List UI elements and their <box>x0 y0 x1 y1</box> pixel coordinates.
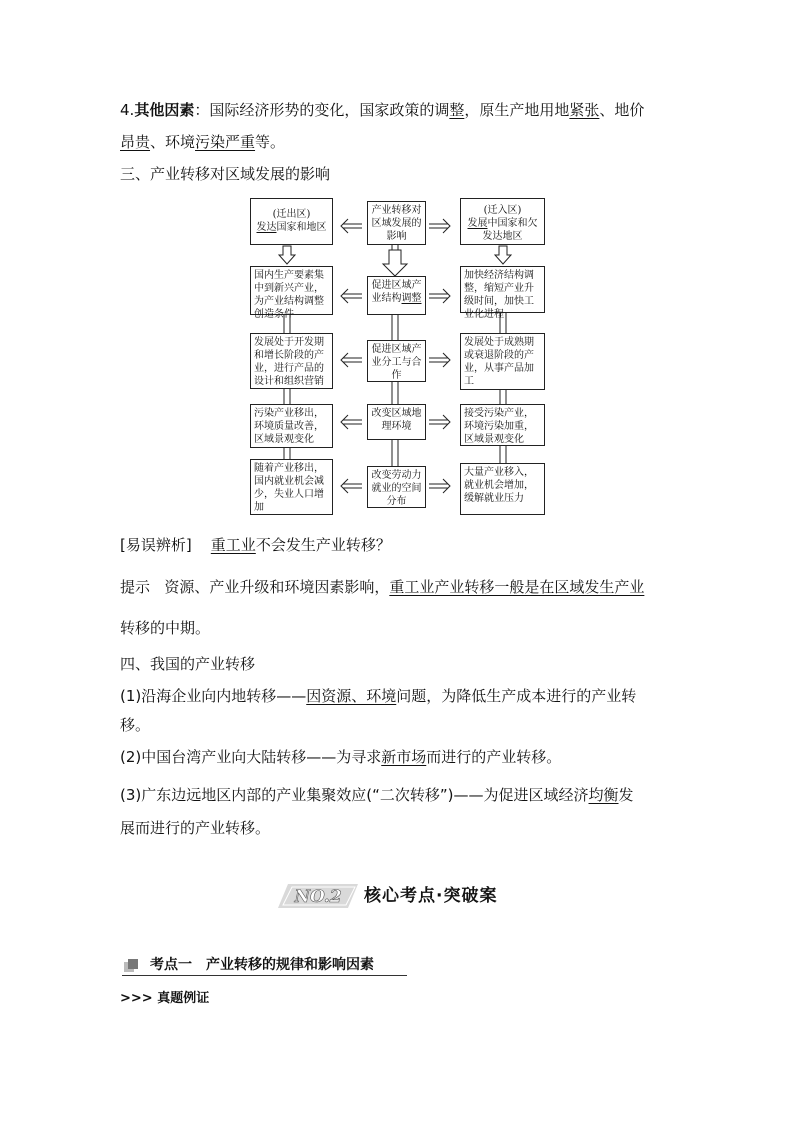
box-row4-right: 大量产业移入，就业机会增加，缓解就业压力 <box>460 463 545 515</box>
item-1-line-1: (1)沿海企业向内地转移——因资源、环境问题，为降低生产成本进行的产业转 <box>120 687 637 705</box>
box-source-region: (迁出区) 发达国家和地区 <box>250 198 333 245</box>
item-1-line-2: 移。 <box>120 716 151 734</box>
box-row4-left: 随着产业移出，国内就业机会减少，失业人口增加 <box>250 459 333 515</box>
zhenti-label: >>> 真题例证 <box>120 991 210 1006</box>
mistake-analysis: [易误辨析] 重工业不会发生产业转移？ <box>120 536 391 554</box>
box-destination-region: (迁入区) 发展中国家和欠发达地区 <box>460 198 545 245</box>
box-row4-center: 改变劳动力就业的空间分布 <box>367 466 426 508</box>
box-transfer-impact: 产业转移对区域发展的影响 <box>367 201 426 245</box>
square-bullet-icon <box>124 959 138 972</box>
box-row2-center: 促进区域产业分工与合作 <box>367 340 426 382</box>
no2-banner-badge <box>278 884 358 908</box>
item-3-line-2: 展而进行的产业转移。 <box>120 819 271 837</box>
para-4-line-2: 昂贵、环境污染严重等。 <box>120 133 286 151</box>
item-3-line-1: (3)广东边远地区内部的产业集聚效应(“二次转移”)——为促进区域经济均衡发 <box>120 786 634 804</box>
hint-line-2: 转移的中期。 <box>120 619 211 637</box>
section-3-title: 三、产业转移对区域发展的影响 <box>120 165 331 183</box>
kaodian-title: 考点一 产业转移的规律和影响因素 <box>150 957 374 973</box>
box-row1-center: 促进区域产业结构调整 <box>367 276 426 315</box>
mistake-label: [易误辨析] <box>120 536 192 554</box>
para-4-heading: 其他因素 <box>134 101 195 119</box>
para-4-line-1: 4.其他因素：国际经济形势的变化，国家政策的调整，原生产地用地紧张、地价 <box>120 101 645 119</box>
box-row3-right: 接受污染产业，环境污染加重，区域景观变化 <box>460 404 545 446</box>
box-row3-left: 污染产业移出，环境质量改善，区域景观变化 <box>250 404 333 448</box>
hint-label: 提示 <box>120 578 151 596</box>
box-row2-right: 发展处于成熟期或衰退阶段的产业，从事产品加工 <box>460 333 545 390</box>
box-row1-left: 国内生产要素集中到新兴产业，为产业结构调整创造条件 <box>250 266 333 315</box>
kaodian-heading <box>122 955 407 976</box>
item-2: (2)中国台湾产业向大陆转移——为寻求新市场而进行的产业转移。 <box>120 748 562 766</box>
section-4-title: 四、我国的产业转移 <box>120 655 256 673</box>
box-row1-right: 加快经济结构调整，缩短产业升级时间，加快工业化进程 <box>460 266 545 313</box>
banner-title: 核心考点·突破案 <box>364 886 498 906</box>
hint-line-1: 提示 资源、产业升级和环境因素影响，重工业产业转移一般是在区域发生产业 <box>120 578 645 596</box>
no2-badge-text: NO.2 <box>294 887 342 907</box>
box-row2-left: 发展处于开发期和增长阶段的产业，进行产品的设计和组织营销 <box>250 333 333 389</box>
box-row3-center: 改变区域地理环境 <box>367 404 426 440</box>
